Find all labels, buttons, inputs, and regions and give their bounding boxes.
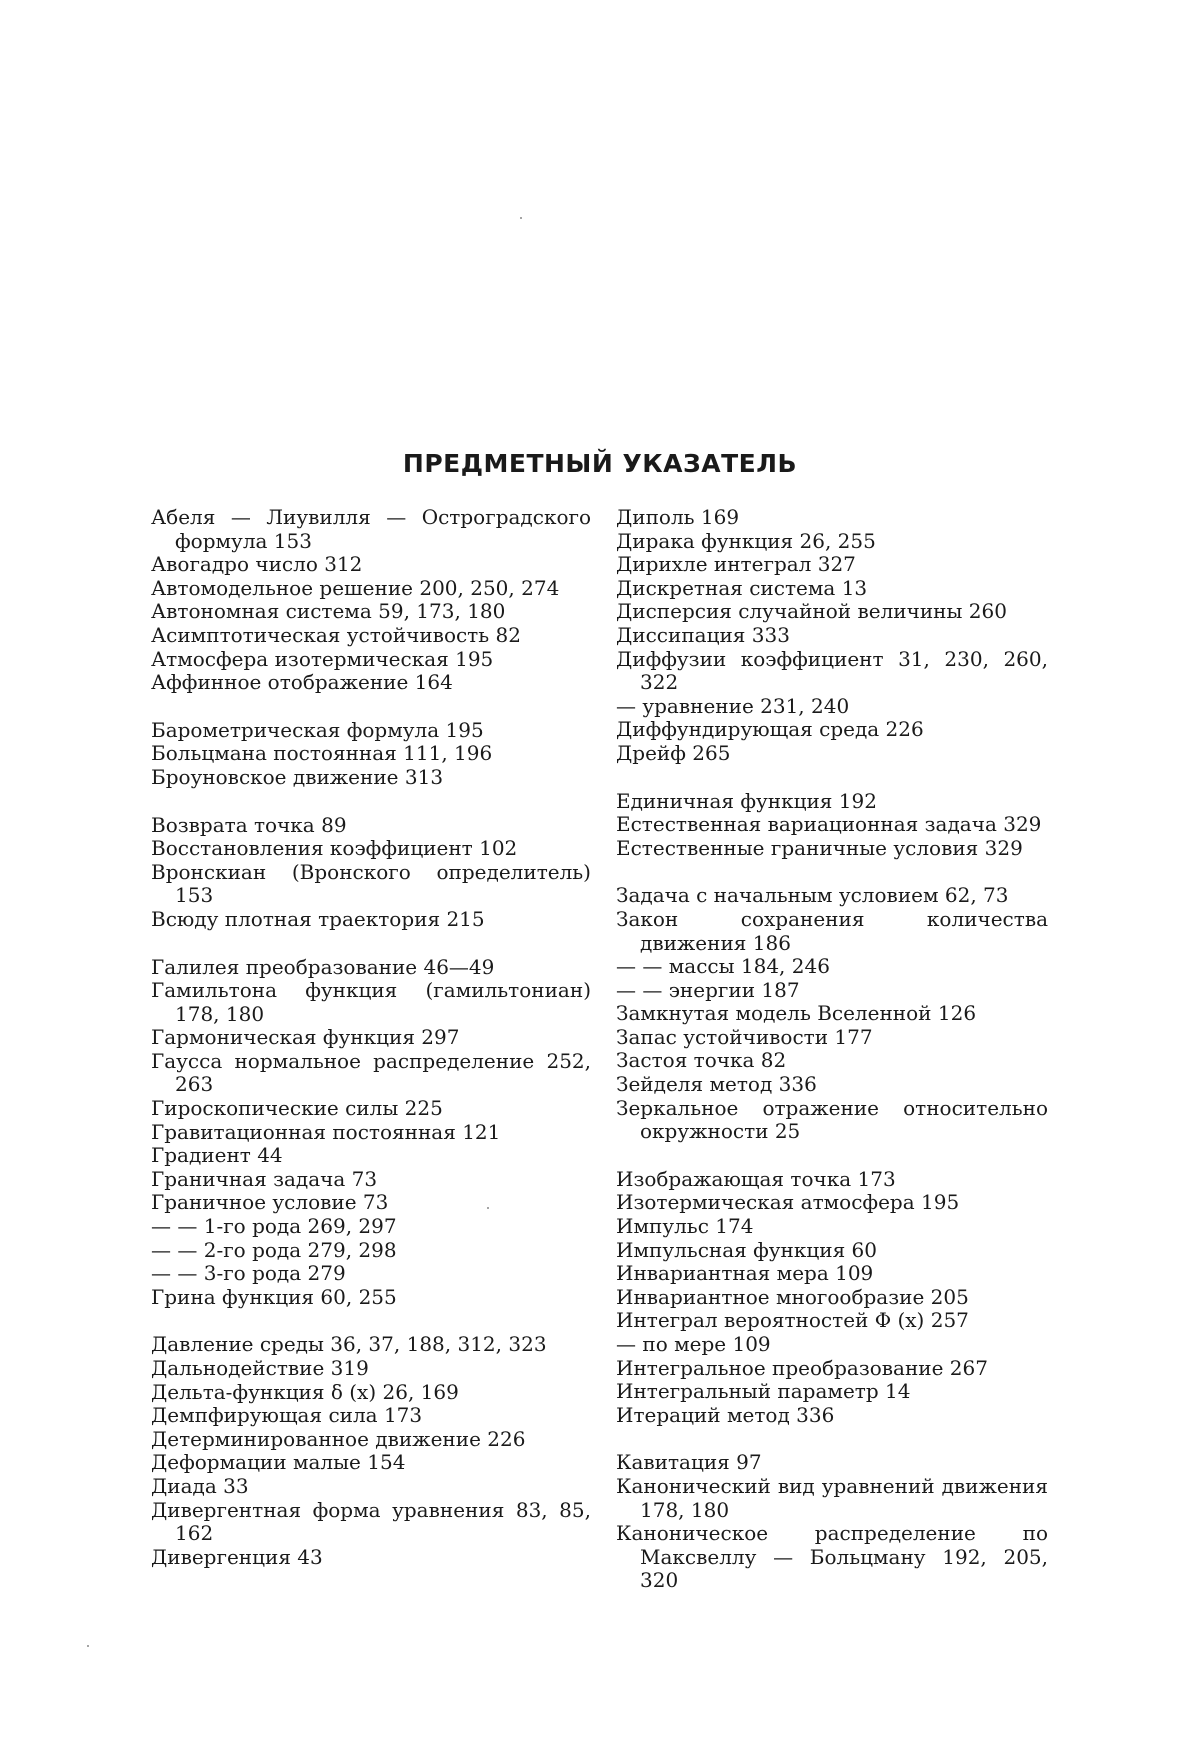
index-entry: Граничная задача 73 xyxy=(151,1168,591,1192)
index-entry: Дискретная система 13 xyxy=(616,577,1048,601)
index-entry: Возврата точка 89 xyxy=(151,814,591,838)
index-entry: Галилея преобразование 46—49 xyxy=(151,956,591,980)
index-entry: Граничное условие 73 xyxy=(151,1191,591,1215)
index-entry: Автомодельное решение 200, 250, 274 xyxy=(151,577,591,601)
index-entry: Дирихле интеграл 327 xyxy=(616,553,1048,577)
index-entry: Диада 33 xyxy=(151,1475,591,1499)
index-column-left xyxy=(151,506,591,1569)
index-entry: Абеля — Лиувилля — Остроградского формула 153 xyxy=(151,506,591,553)
index-entry: Гироскопические силы 225 xyxy=(151,1097,591,1121)
index-entry: Асимптотическая устойчивость 82 xyxy=(151,624,591,648)
index-entry: Автономная система 59, 173, 180 xyxy=(151,600,591,624)
index-entry: Импульс 174 xyxy=(616,1215,1048,1239)
group-separator xyxy=(151,790,591,814)
index-entry: — — энергии 187 xyxy=(616,979,1048,1003)
group-separator xyxy=(616,766,1048,790)
index-entry: — — 3-го рода 279 xyxy=(151,1262,591,1286)
index-entry: Диссипация 333 xyxy=(616,624,1048,648)
index-entry: Диффундирующая среда 226 xyxy=(616,718,1048,742)
index-entry: Вронскиан (Вронского определитель) 153 xyxy=(151,861,591,908)
index-entry: Дивергенция 43 xyxy=(151,1546,591,1570)
index-entry: Интеграл вероятностей Φ (x) 257 xyxy=(616,1309,1048,1333)
index-entry: Гаусса нормальное распределение 252, 263 xyxy=(151,1050,591,1097)
index-entry: Детерминированное движение 226 xyxy=(151,1428,591,1452)
index-entry: Деформации малые 154 xyxy=(151,1451,591,1475)
index-entry: Замкнутая модель Вселенной 126 xyxy=(616,1002,1048,1026)
index-entry: Застоя точка 82 xyxy=(616,1049,1048,1073)
page-title: ПРЕДМЕТНЫЙ УКАЗАТЕЛЬ xyxy=(0,449,1200,478)
index-entry: Единичная функция 192 xyxy=(616,790,1048,814)
index-entry: Больцмана постоянная 111, 196 xyxy=(151,742,591,766)
index-entry: Интегральный параметр 14 xyxy=(616,1380,1048,1404)
index-entry: Атмосфера изотермическая 195 xyxy=(151,648,591,672)
index-entry: Авогадро число 312 xyxy=(151,553,591,577)
scan-speck xyxy=(520,217,522,219)
index-entry: — — 1-го рода 269, 297 xyxy=(151,1215,591,1239)
index-entry: Закон сохранения количества движения 186 xyxy=(616,908,1048,955)
index-entry: Гамильтона функция (гамильтониан) 178, 180 xyxy=(151,979,591,1026)
index-entry: Импульсная функция 60 xyxy=(616,1239,1048,1263)
index-entry: — уравнение 231, 240 xyxy=(616,695,1048,719)
index-entry: Дирака функция 26, 255 xyxy=(616,530,1048,554)
index-entry: Естественная вариационная задача 329 xyxy=(616,813,1048,837)
group-separator xyxy=(616,860,1048,884)
index-entry: Восстановления коэффициент 102 xyxy=(151,837,591,861)
index-entry: Дальнодействие 319 xyxy=(151,1357,591,1381)
index-entry: Зеркальное отражение относительно окружности 25 xyxy=(616,1097,1048,1144)
index-entry: Дивергентная форма уравнения 83, 85, 162 xyxy=(151,1499,591,1546)
index-entry: — — 2-го рода 279, 298 xyxy=(151,1239,591,1263)
index-entry: Задача с начальным условием 62, 73 xyxy=(616,884,1048,908)
index-entry: Градиент 44 xyxy=(151,1144,591,1168)
group-separator xyxy=(616,1144,1048,1168)
index-entry: Изотермическая атмосфера 195 xyxy=(616,1191,1048,1215)
index-entry: — — массы 184, 246 xyxy=(616,955,1048,979)
group-separator xyxy=(151,695,591,719)
index-entry: Всюду плотная траектория 215 xyxy=(151,908,591,932)
index-entry: Аффинное отображение 164 xyxy=(151,671,591,695)
index-entry: Каноническое распределение по Максвеллу — Больцману 192, 205, 320 xyxy=(616,1522,1048,1593)
index-column-right xyxy=(616,506,1048,1593)
index-entry: Дисперсия случайной величины 260 xyxy=(616,600,1048,624)
group-separator xyxy=(151,1309,591,1333)
index-entry: Гармоническая функция 297 xyxy=(151,1026,591,1050)
index-entry: Дрейф 265 xyxy=(616,742,1048,766)
index-entry: Броуновское движение 313 xyxy=(151,766,591,790)
index-entry: Диполь 169 xyxy=(616,506,1048,530)
index-entry: Кавитация 97 xyxy=(616,1451,1048,1475)
index-entry: Инвариантное многообразие 205 xyxy=(616,1286,1048,1310)
index-entry: Зейделя метод 336 xyxy=(616,1073,1048,1097)
index-entry: Интегральное преобразование 267 xyxy=(616,1357,1048,1381)
scan-speck xyxy=(87,1645,89,1647)
group-separator xyxy=(151,932,591,956)
index-entry: Гравитационная постоянная 121 xyxy=(151,1121,591,1145)
index-entry: — по мере 109 xyxy=(616,1333,1048,1357)
index-entry: Инвариантная мера 109 xyxy=(616,1262,1048,1286)
index-entry: Изображающая точка 173 xyxy=(616,1168,1048,1192)
index-entry: Итераций метод 336 xyxy=(616,1404,1048,1428)
group-separator xyxy=(616,1427,1048,1451)
index-entry: Канонический вид уравнений движения 178, 180 xyxy=(616,1475,1048,1522)
index-entry: Запас устойчивости 177 xyxy=(616,1026,1048,1050)
index-entry: Грина функция 60, 255 xyxy=(151,1286,591,1310)
index-entry: Давление среды 36, 37, 188, 312, 323 xyxy=(151,1333,591,1357)
index-entry: Диффузии коэффициент 31, 230, 260, 322 xyxy=(616,648,1048,695)
index-entry: Демпфирующая сила 173 xyxy=(151,1404,591,1428)
index-entry: Дельта-функция δ (x) 26, 169 xyxy=(151,1381,591,1405)
index-entry: Естественные граничные условия 329 xyxy=(616,837,1048,861)
index-entry: Барометрическая формула 195 xyxy=(151,719,591,743)
